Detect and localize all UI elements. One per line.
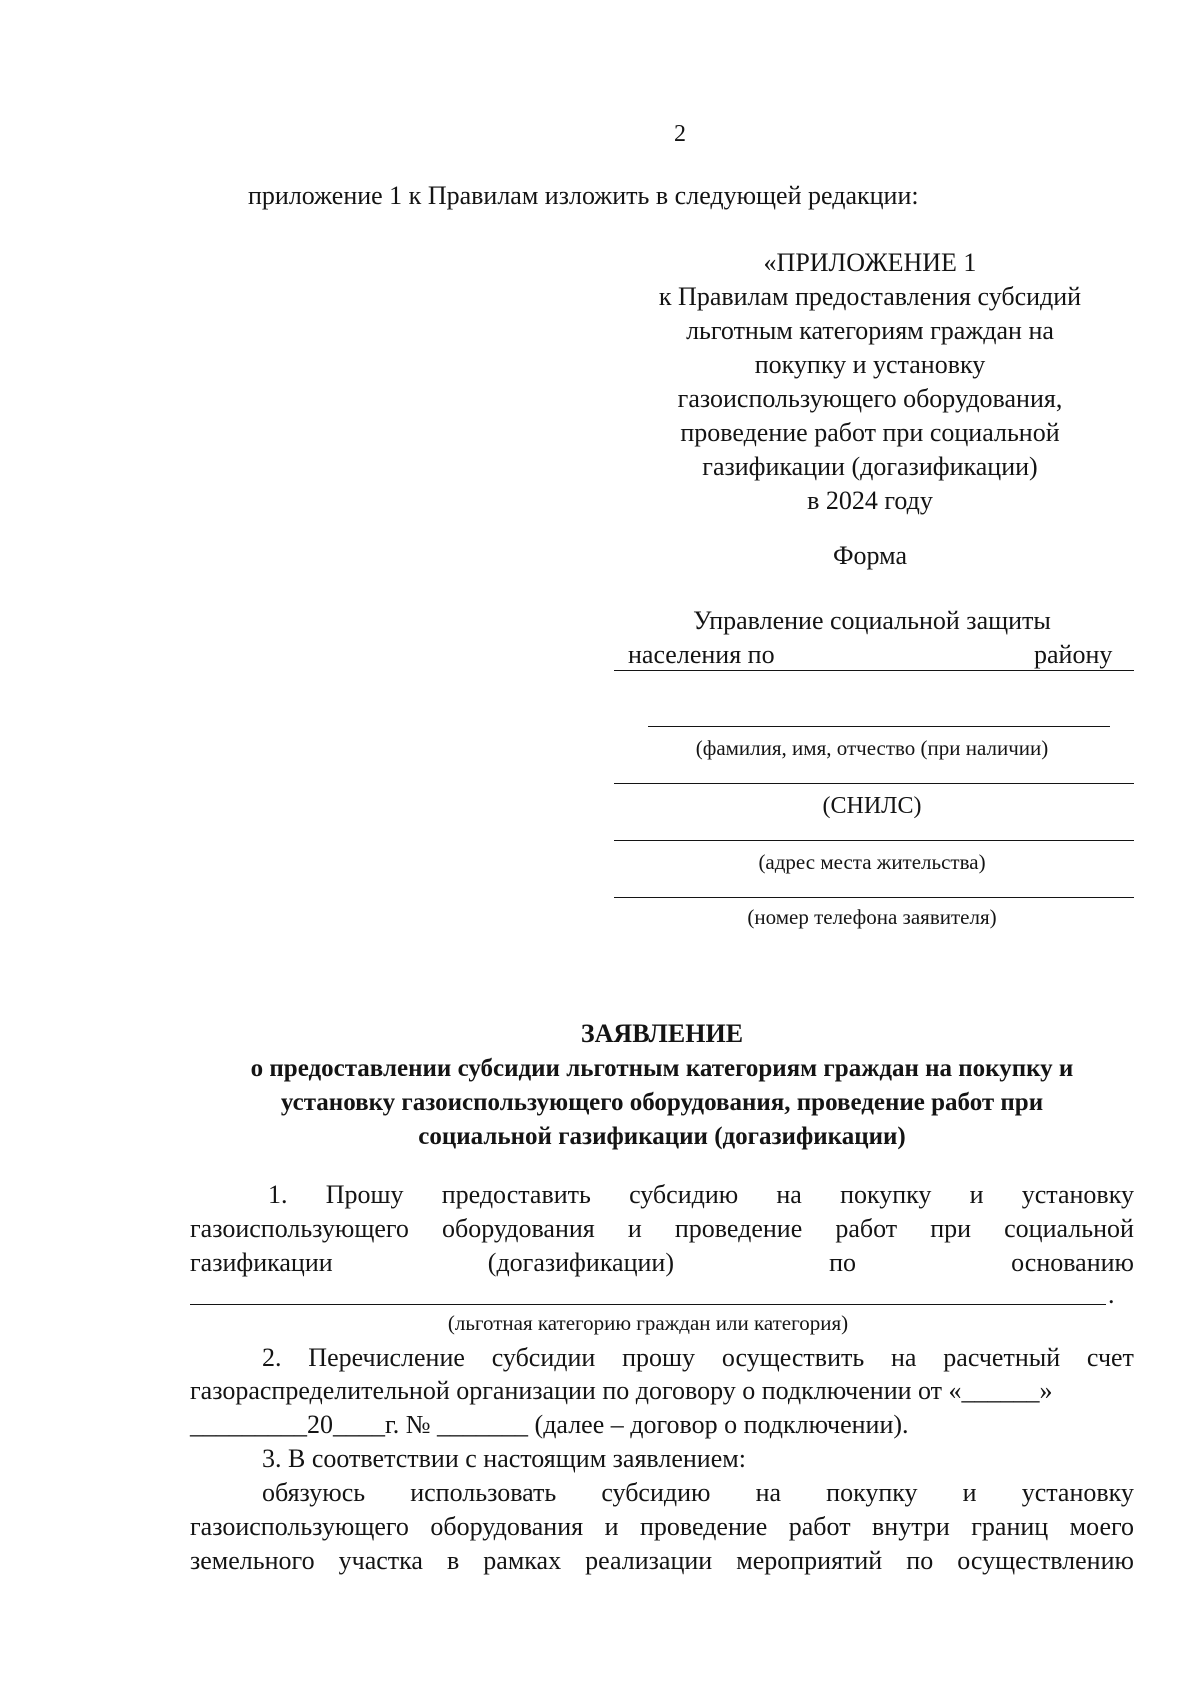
paragraph-line: _________20____г. № _______ (далее – договор о подключении). [190, 1410, 909, 1439]
address-line [614, 840, 1134, 841]
appendix-line: проведение работ при социальной [680, 418, 1060, 447]
paragraph-word: рамках [483, 1546, 562, 1575]
paragraph-word: расчетный [943, 1343, 1061, 1372]
paragraph-word: субсидию [629, 1180, 739, 1209]
statement-subtitle-line: о предоставлении субсидии льготным категориям граждан на покупку и [250, 1055, 1074, 1082]
paragraph-word: участка [338, 1546, 423, 1575]
fio-caption: (фамилия, имя, отчество (при наличии) [695, 736, 1049, 760]
paragraph-line: газораспределительной организации по договору о подключении от «______» [190, 1376, 1053, 1405]
paragraph-word: проведение [674, 1214, 803, 1243]
paragraph-word: на [755, 1478, 782, 1507]
paragraph-word: установку [1021, 1478, 1134, 1507]
paragraph-word: счет [1086, 1343, 1134, 1372]
paragraph-word: предоставить [441, 1180, 591, 1209]
phone-line [614, 897, 1134, 898]
paragraph-word: по [829, 1248, 857, 1277]
paragraph-line [190, 1250, 1134, 1276]
paragraph-line [268, 1182, 1134, 1208]
recipient-district-right: району [1034, 640, 1113, 669]
paragraph-word: на [776, 1180, 802, 1209]
paragraph-line [190, 1216, 1134, 1242]
address-caption: (адрес места жительства) [758, 850, 986, 874]
appendix-line: к Правилам предоставления субсидий [658, 282, 1082, 311]
snils-caption: (СНИЛС) [822, 793, 922, 819]
fio-line [648, 726, 1110, 727]
paragraph-word: осуществить [721, 1343, 865, 1372]
statement-title: ЗАЯВЛЕНИЕ [580, 1019, 744, 1048]
phone-caption: (номер телефона заявителя) [747, 905, 997, 929]
paragraph-word: субсидии [491, 1343, 596, 1372]
paragraph-word: 1. [268, 1180, 288, 1209]
paragraph-line [262, 1480, 1134, 1506]
paragraph-word: на [891, 1343, 917, 1372]
paragraph-line [190, 1548, 1134, 1574]
appendix-line: в 2024 году [807, 486, 933, 515]
paragraph-word: основанию [1011, 1248, 1134, 1277]
paragraph-word: и [604, 1512, 619, 1541]
statement-subtitle-line: социальной газификации (догазификации) [418, 1123, 906, 1150]
paragraph-word: и [627, 1214, 642, 1243]
paragraph-word: 2. [262, 1343, 282, 1372]
snils-line [614, 783, 1134, 784]
category-line [190, 1304, 1106, 1305]
paragraph-word: моего [1069, 1512, 1134, 1541]
paragraph-word: осуществлению [957, 1546, 1134, 1575]
paragraph-word: внутри [872, 1512, 950, 1541]
category-period: . [1108, 1280, 1115, 1309]
paragraph-word: покупку [840, 1180, 932, 1209]
appendix-line: льготным категориям граждан на [686, 316, 1054, 345]
paragraph-word: оборудования [430, 1512, 584, 1541]
paragraph-word: и [962, 1478, 977, 1507]
paragraph-word: проведение [639, 1512, 768, 1541]
paragraph-word: при [930, 1214, 972, 1243]
paragraph-word: социальной [1004, 1214, 1134, 1243]
paragraph-word: покупку [826, 1478, 918, 1507]
recipient-line: Управление социальной защиты [693, 606, 1051, 635]
paragraph-word: субсидию [601, 1478, 711, 1507]
paragraph-word: в [446, 1546, 460, 1575]
paragraph-word: установку [1021, 1180, 1134, 1209]
paragraph-word: оборудования [442, 1214, 595, 1243]
paragraph-word: использовать [410, 1478, 557, 1507]
paragraph-word: газификации [190, 1248, 333, 1277]
intro-text: приложение 1 к Правилам изложить в следующей редакции: [248, 181, 919, 210]
form-label: Форма [833, 541, 907, 570]
appendix-line: «ПРИЛОЖЕНИЕ 1 [763, 248, 977, 277]
paragraph-word: газоиспользующего [190, 1512, 409, 1541]
paragraph-word: (догазификации) [487, 1248, 674, 1277]
paragraph-line [190, 1514, 1134, 1540]
appendix-header [620, 0, 1120, 520]
paragraph-word: и [969, 1180, 984, 1209]
recipient-district-left: населения по [628, 640, 775, 669]
paragraph-word: реализации [585, 1546, 713, 1575]
paragraph-word: обязуюсь [262, 1478, 366, 1507]
statement-subtitle-line: установку газоиспользующего оборудования, проведение работ при [280, 1089, 1044, 1116]
paragraph-word: по [906, 1546, 934, 1575]
appendix-line: газификации (догазификации) [702, 452, 1038, 481]
paragraph-word: границ [971, 1512, 1049, 1541]
paragraph-word: прошу [622, 1343, 696, 1372]
paragraph-word: газоиспользующего [190, 1214, 409, 1243]
paragraph-word: мероприятий [736, 1546, 883, 1575]
category-caption: (льготная категорию граждан или категория) [447, 1311, 849, 1335]
paragraph-line: 3. В соответствии с настоящим заявлением: [262, 1444, 746, 1473]
appendix-line: покупку и установку [754, 350, 986, 379]
page-number: 2 [674, 121, 686, 147]
paragraph-word: земельного [190, 1546, 315, 1575]
paragraph-word: Перечисление [308, 1343, 465, 1372]
paragraph-word: работ [835, 1214, 898, 1243]
paragraph-word: Прошу [325, 1180, 404, 1209]
paragraph-word: работ [788, 1512, 851, 1541]
appendix-line: газоиспользующего оборудования, [677, 384, 1063, 413]
district-underline [614, 670, 1134, 671]
paragraph-line [262, 1345, 1134, 1371]
